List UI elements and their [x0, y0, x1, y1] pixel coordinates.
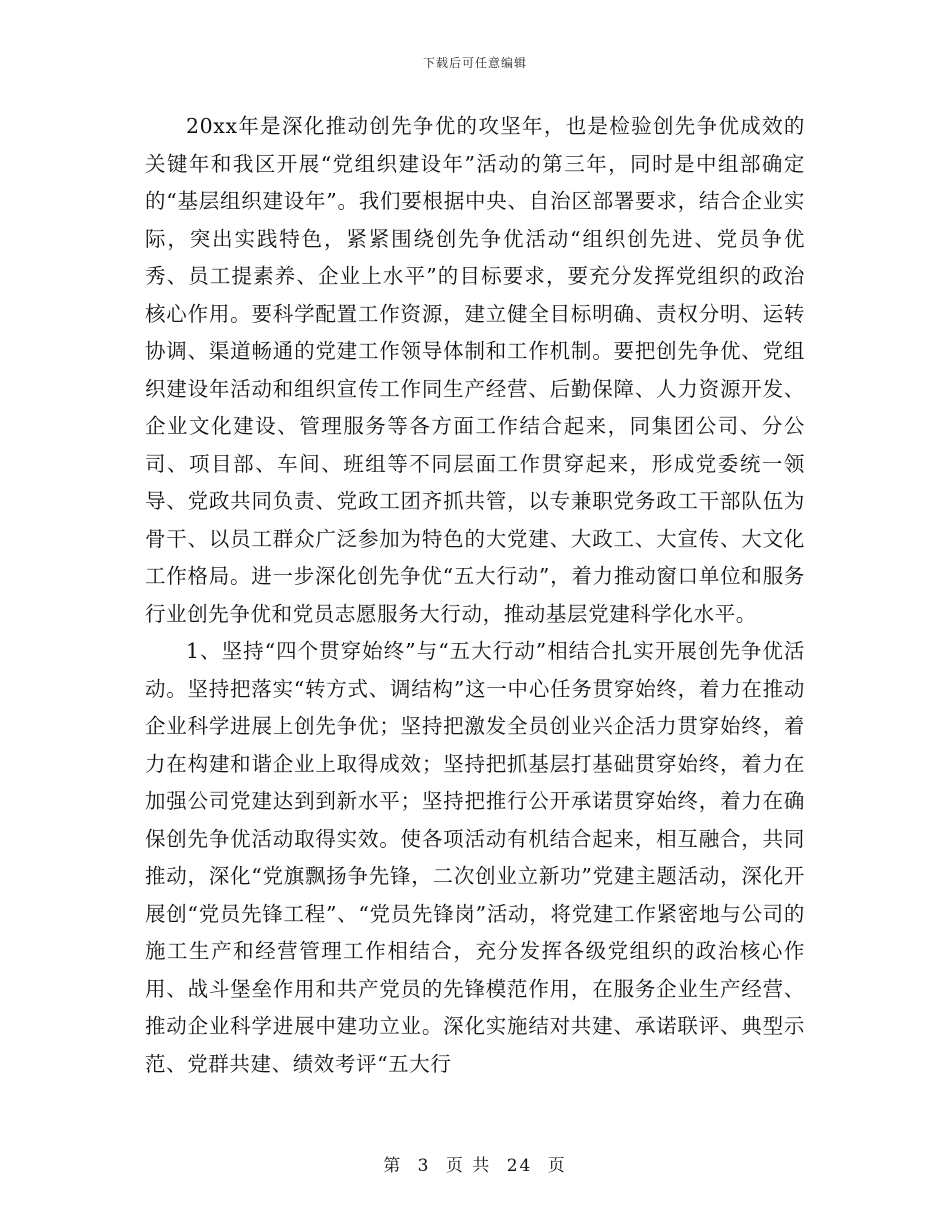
page-number-footer [0, 1151, 950, 1176]
page-header-note: 下载后可任意编辑 [422, 56, 527, 70]
document-body [145, 108, 805, 1083]
paragraph-intro: 20xx年是深化推动创先争优的攻坚年，也是检验创先争优成效的关键年和我区开展“党组织建设年”活动的第三年，同时是中组部确定的“基层组织建设年”。我们要根据中央、自治区部署要求，结合企业实际，突出实践特色，紧紧围绕创先争优活动“组织创先进、党员争优秀、员工提素养、企业上水平”的目标要求，要充分发挥党组织的政治核心作用。要科学配置工作资源，建立健全目标明确、责权分明、运转协调、渠道畅通的党建工作领导体制和工作机制。要把创先争优、党组织建设年活动和组织宣传工作同生产经营、后勤保障、人力资源开发、企业文化建设、管理服务等各方面工作结合起来，同集团公司、分公司、项目部、车间、班组等不同层面工作贯穿起来，形成党委统一领导、党政共同负责、党政工团齐抓共管，以专兼职党务政工干部队伍为骨干、以员工群众广泛参加为特色的大党建、大政工、大宣传、大文化工作格局。进一步深化创先争优“五大行动”，着力推动窗口单位和服务行业创先争优和党员志愿服务大行动，推动基层党建科学化水平。 [145, 114, 805, 626]
footer-suffix: 页 [547, 1156, 567, 1176]
footer-middle: 页 共 [445, 1156, 492, 1176]
paragraph-section-1: 1、坚持“四个贯穿始终”与“五大行动”相结合扎实开展创先争优活动。坚持把落实“转方式、调结构”这一中心任务贯穿始终，着力在推动企业科学进展上创先争优；坚持把激发全员创业兴企活力贯穿始终，着力在构建和谐企业上取得成效；坚持把抓基层打基础贯穿始终，着力在加强公司党建达到到新水平；坚持把推行公开承诺贯穿始终，着力在确保创先争优活动取得实效。使各项活动有机结合起来，相互融合，共同推动，深化“党旗飘扬争先锋，二次创业立新功”党建主题活动，深化开展创“党员先锋工程”、“党员先锋岗”活动，将党建工作紧密地与公司的施工生产和经营管理工作相结合，充分发挥各级党组织的政治核心作用、战斗堡垒作用和共产党员的先锋模范作用，在服务企业生产经营、推动企业科学进展中建功立业。深化实施结对共建、承诺联评、典型示范、党群共建、绩效考评“五大行 [145, 639, 805, 1076]
footer-prefix: 第 [383, 1156, 403, 1176]
footer-current-page: 3 [417, 1156, 431, 1176]
footer-total-pages: 24 [506, 1156, 533, 1176]
